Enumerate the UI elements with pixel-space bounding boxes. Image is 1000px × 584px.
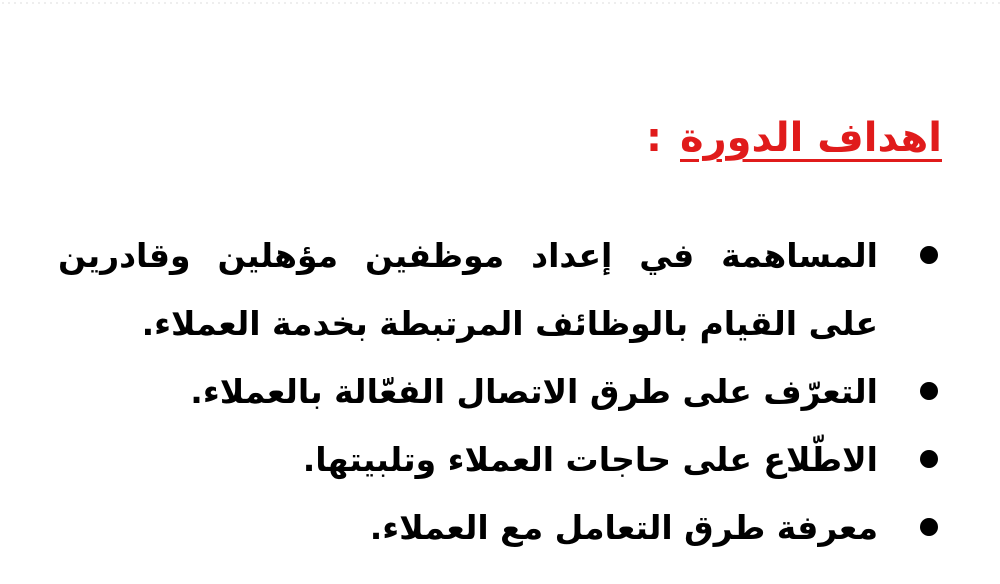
bullet-text-line: معرفة طرق التعامل مع العملاء. [369,508,878,547]
bullet-text-line: المساهمة في إعداد موظفين مؤهلين وقادرين [58,236,878,275]
bullet-dot-icon [920,246,938,264]
bullet-item [58,222,938,358]
bullet-item [58,426,938,494]
bullet-text-line: التعرّف على طرق الاتصال الفعّالة بالعملاء. [190,372,878,411]
slide-title-colon: : [646,115,662,161]
bullet-item [58,494,938,562]
bullet-text-line: على القيام بالوظائف المرتبطة بخدمة العملاء. [141,304,878,343]
top-dotted-border [0,0,1000,6]
bullet-list [58,222,938,562]
slide-title [646,108,942,168]
slide-title-text: اهداف الدورة [680,115,942,161]
bullet-dot-icon [920,382,938,400]
bullet-dot-icon [920,450,938,468]
bullet-dot-icon [920,518,938,536]
bullet-text-line: الاطّلاع على حاجات العملاء وتلبيتها. [302,440,878,479]
bullet-item [58,358,938,426]
